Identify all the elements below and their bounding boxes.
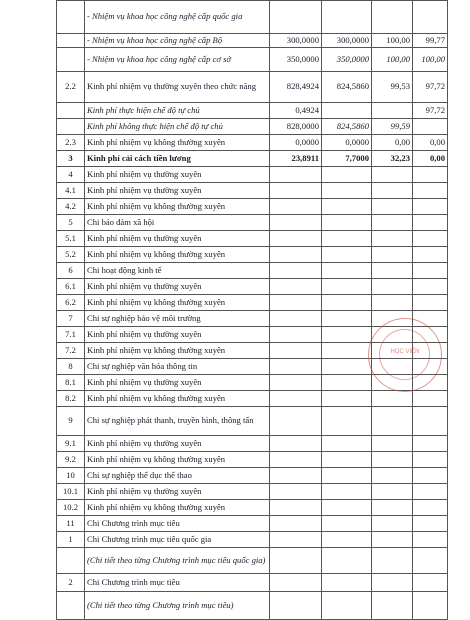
value-col-4: 0,00 [413, 135, 448, 151]
row-number: 8 [57, 359, 85, 375]
value-col-4 [413, 295, 448, 311]
row-number: 7 [57, 311, 85, 327]
value-col-2 [322, 279, 372, 295]
row-number: 6 [57, 263, 85, 279]
value-col-2 [322, 247, 372, 263]
value-col-3: 99,59 [372, 119, 413, 135]
row-description: Kinh phí nhiệm vụ không thường xuyên [85, 247, 270, 263]
value-col-1 [270, 199, 322, 215]
row-description: Kinh phí nhiệm vụ thường xuyên [85, 183, 270, 199]
table-row [57, 436, 448, 452]
value-col-3 [372, 592, 413, 620]
value-col-4 [413, 231, 448, 247]
value-col-1: 300,0000 [270, 34, 322, 48]
value-col-4: 0,00 [413, 151, 448, 167]
value-col-1 [270, 359, 322, 375]
value-col-3 [372, 516, 413, 532]
value-col-4 [413, 1, 448, 34]
value-col-2 [322, 295, 372, 311]
value-col-2 [322, 263, 372, 279]
table-row [57, 279, 448, 295]
value-col-1 [270, 436, 322, 452]
value-col-2 [322, 391, 372, 407]
row-number: 9.1 [57, 436, 85, 452]
value-col-4 [413, 532, 448, 548]
row-description: Kinh phí nhiệm vụ thường xuyên [85, 279, 270, 295]
table-row [57, 199, 448, 215]
value-col-1: 0,0000 [270, 135, 322, 151]
value-col-3 [372, 295, 413, 311]
row-description: Chi sự nghiệp thể dục thể thao [85, 468, 270, 484]
value-col-1 [270, 548, 322, 574]
row-description: Kinh phí nhiệm vụ thường xuyên [85, 327, 270, 343]
value-col-3 [372, 103, 413, 119]
row-number: 8.1 [57, 375, 85, 391]
row-number: 11 [57, 516, 85, 532]
value-col-3: 99,53 [372, 72, 413, 103]
row-description: Kinh phí nhiệm vụ thường xuyên [85, 484, 270, 500]
value-col-3 [372, 500, 413, 516]
table-row [57, 119, 448, 135]
value-col-4 [413, 592, 448, 620]
row-description: Kinh phí nhiệm vụ thường xuyên [85, 436, 270, 452]
row-description: Chi Chương trình mục tiêu [85, 516, 270, 532]
value-col-2 [322, 452, 372, 468]
value-col-1 [270, 167, 322, 183]
row-number: 10.2 [57, 500, 85, 516]
row-number: 5.2 [57, 247, 85, 263]
value-col-1 [270, 532, 322, 548]
row-number: 3 [57, 151, 85, 167]
value-col-2 [322, 592, 372, 620]
value-col-4: 100,00 [413, 48, 448, 72]
table-row [57, 247, 448, 263]
value-col-4 [413, 183, 448, 199]
row-description: Chi Chương trình mục tiêu [85, 574, 270, 592]
value-col-2 [322, 103, 372, 119]
value-col-1: 828,4924 [270, 72, 322, 103]
value-col-1 [270, 516, 322, 532]
row-number: 2.2 [57, 72, 85, 103]
row-number [57, 119, 85, 135]
value-col-2: 0,0000 [322, 135, 372, 151]
table-row [57, 500, 448, 516]
row-number: 4.1 [57, 183, 85, 199]
value-col-1 [270, 279, 322, 295]
table-row [57, 1, 448, 34]
row-number: 1 [57, 532, 85, 548]
value-col-4 [413, 119, 448, 135]
value-col-4 [413, 407, 448, 436]
value-col-1 [270, 295, 322, 311]
value-col-2: 350,0000 [322, 48, 372, 72]
value-col-2 [322, 183, 372, 199]
table-row [57, 151, 448, 167]
row-description: Kinh phí nhiệm vụ thường xuyên theo chức năng [85, 72, 270, 103]
row-description: Kinh phí nhiệm vụ thường xuyên [85, 375, 270, 391]
table-row [57, 263, 448, 279]
value-col-2 [322, 311, 372, 327]
value-col-1 [270, 231, 322, 247]
value-col-4 [413, 436, 448, 452]
table-row [57, 167, 448, 183]
row-description: Kinh phí nhiệm vụ thường xuyên [85, 167, 270, 183]
value-col-3 [372, 215, 413, 231]
value-col-2 [322, 548, 372, 574]
table-row [57, 231, 448, 247]
value-col-3 [372, 407, 413, 436]
table-row [57, 215, 448, 231]
row-number: 2 [57, 574, 85, 592]
value-col-4 [413, 391, 448, 407]
value-col-4 [413, 468, 448, 484]
value-col-1 [270, 452, 322, 468]
value-col-3: 100,00 [372, 34, 413, 48]
row-number: 4 [57, 167, 85, 183]
value-col-3: 100,00 [372, 48, 413, 72]
value-col-1 [270, 484, 322, 500]
table-row [57, 135, 448, 151]
value-col-4 [413, 215, 448, 231]
budget-table-body [57, 1, 448, 620]
row-number: 5.1 [57, 231, 85, 247]
row-description: Kinh phí nhiệm vụ không thường xuyên [85, 343, 270, 359]
row-number: 7.2 [57, 343, 85, 359]
row-number [57, 1, 85, 34]
value-col-2 [322, 199, 372, 215]
value-col-1 [270, 574, 322, 592]
row-description: Kinh phí cải cách tiền lương [85, 151, 270, 167]
table-row [57, 48, 448, 72]
value-col-4: 97,72 [413, 72, 448, 103]
row-description: Kinh phí nhiệm vụ không thường xuyên [85, 452, 270, 468]
row-number: 9.2 [57, 452, 85, 468]
row-number: 7.1 [57, 327, 85, 343]
budget-table [56, 0, 448, 620]
row-description: Kinh phí thực hiện chế độ tự chủ [85, 103, 270, 119]
value-col-1 [270, 592, 322, 620]
table-row [57, 548, 448, 574]
value-col-2 [322, 375, 372, 391]
table-row [57, 484, 448, 500]
table-row [57, 592, 448, 620]
value-col-3 [372, 574, 413, 592]
table-row [57, 72, 448, 103]
red-stamp-seal [368, 318, 442, 392]
row-description: - Nhiệm vụ khoa học công nghệ cấp cơ sở [85, 48, 270, 72]
value-col-2 [322, 407, 372, 436]
value-col-1 [270, 343, 322, 359]
value-col-1 [270, 468, 322, 484]
value-col-2 [322, 359, 372, 375]
row-number: 9 [57, 407, 85, 436]
value-col-2: 824,5860 [322, 119, 372, 135]
value-col-4 [413, 574, 448, 592]
table-row [57, 407, 448, 436]
value-col-4 [413, 167, 448, 183]
value-col-2 [322, 231, 372, 247]
value-col-3: 32,23 [372, 151, 413, 167]
row-description: - Nhiệm vụ khoa học công nghệ cấp Bộ [85, 34, 270, 48]
value-col-2 [322, 516, 372, 532]
value-col-1: 0,4924 [270, 103, 322, 119]
row-number [57, 592, 85, 620]
value-col-3 [372, 391, 413, 407]
value-col-2 [322, 574, 372, 592]
value-col-4 [413, 452, 448, 468]
row-description: Chi Chương trình mục tiêu quốc gia [85, 532, 270, 548]
value-col-4: 97,72 [413, 103, 448, 119]
value-col-4 [413, 247, 448, 263]
table-row [57, 34, 448, 48]
row-description: Kinh phí nhiệm vụ không thường xuyên [85, 135, 270, 151]
row-number: 5 [57, 215, 85, 231]
table-row [57, 452, 448, 468]
row-description: Chi sự nghiệp phát thanh, truyền hình, thông tấn [85, 407, 270, 436]
value-col-1 [270, 500, 322, 516]
value-col-3 [372, 436, 413, 452]
row-description: Kinh phí nhiệm vụ không thường xuyên [85, 199, 270, 215]
value-col-2 [322, 436, 372, 452]
value-col-1 [270, 247, 322, 263]
row-description: Kinh phí nhiệm vụ không thường xuyên [85, 295, 270, 311]
table-row [57, 295, 448, 311]
value-col-1 [270, 375, 322, 391]
row-number: 6.1 [57, 279, 85, 295]
value-col-3 [372, 199, 413, 215]
row-number: 2.3 [57, 135, 85, 151]
value-col-2 [322, 500, 372, 516]
value-col-4 [413, 263, 448, 279]
value-col-2 [322, 167, 372, 183]
row-description: (Chi tiết theo từng Chương trình mục tiêu quốc gia) [85, 548, 270, 574]
value-col-3 [372, 183, 413, 199]
stamp-text: HỌC VIỆN [390, 349, 420, 355]
row-description: Kinh phí nhiệm vụ không thường xuyên [85, 391, 270, 407]
row-number: 8.2 [57, 391, 85, 407]
row-description: - Nhiệm vụ khoa học công nghệ cấp quốc gia [85, 1, 270, 34]
row-number: 6.2 [57, 295, 85, 311]
value-col-3 [372, 484, 413, 500]
value-col-3 [372, 468, 413, 484]
row-number [57, 48, 85, 72]
row-number: 4.2 [57, 199, 85, 215]
row-description: Kinh phí nhiệm vụ không thường xuyên [85, 500, 270, 516]
value-col-3 [372, 279, 413, 295]
value-col-4: 99,77 [413, 34, 448, 48]
table-row [57, 516, 448, 532]
row-number [57, 34, 85, 48]
value-col-3 [372, 1, 413, 34]
value-col-4 [413, 516, 448, 532]
value-col-2 [322, 215, 372, 231]
value-col-1 [270, 327, 322, 343]
row-description: Kinh phí không thực hiện chế độ tự chủ [85, 119, 270, 135]
value-col-3 [372, 548, 413, 574]
value-col-4 [413, 548, 448, 574]
value-col-3 [372, 167, 413, 183]
value-col-3: 0,00 [372, 135, 413, 151]
row-description: Kinh phí nhiệm vụ thường xuyên [85, 231, 270, 247]
value-col-3 [372, 231, 413, 247]
value-col-2 [322, 327, 372, 343]
row-description: (Chi tiết theo từng Chương trình mục tiêu) [85, 592, 270, 620]
value-col-1 [270, 311, 322, 327]
value-col-1: 350,0000 [270, 48, 322, 72]
value-col-3 [372, 452, 413, 468]
value-col-4 [413, 484, 448, 500]
value-col-3 [372, 532, 413, 548]
value-col-2 [322, 343, 372, 359]
value-col-1 [270, 407, 322, 436]
value-col-2 [322, 532, 372, 548]
value-col-2: 300,0000 [322, 34, 372, 48]
row-description: Chi sự nghiệp văn hóa thông tin [85, 359, 270, 375]
table-row [57, 532, 448, 548]
value-col-1 [270, 183, 322, 199]
row-number: 10 [57, 468, 85, 484]
row-description: Chi hoạt động kinh tế [85, 263, 270, 279]
table-row [57, 468, 448, 484]
row-description: Chi bảo đảm xã hội [85, 215, 270, 231]
table-row [57, 103, 448, 119]
value-col-4 [413, 500, 448, 516]
value-col-2 [322, 1, 372, 34]
value-col-1 [270, 1, 322, 34]
table-row [57, 183, 448, 199]
value-col-1: 828,0000 [270, 119, 322, 135]
value-col-2 [322, 468, 372, 484]
table-row [57, 574, 448, 592]
value-col-1 [270, 391, 322, 407]
value-col-2 [322, 484, 372, 500]
value-col-3 [372, 263, 413, 279]
value-col-4 [413, 199, 448, 215]
value-col-1 [270, 263, 322, 279]
value-col-1 [270, 215, 322, 231]
row-description: Chi sự nghiệp bảo vệ môi trường [85, 311, 270, 327]
row-number [57, 548, 85, 574]
row-number [57, 103, 85, 119]
value-col-1: 23,8911 [270, 151, 322, 167]
value-col-4 [413, 279, 448, 295]
row-number: 10.1 [57, 484, 85, 500]
value-col-3 [372, 247, 413, 263]
value-col-2: 7,7000 [322, 151, 372, 167]
table-row [57, 391, 448, 407]
value-col-2: 824,5860 [322, 72, 372, 103]
